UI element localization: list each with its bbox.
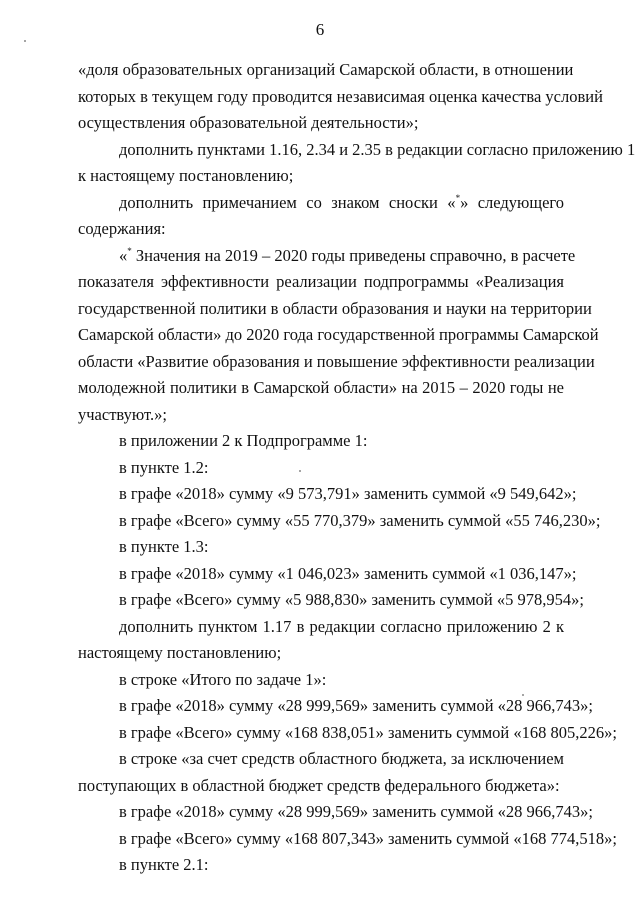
scan-speck — [522, 694, 524, 696]
text-line: дополнить пунктом 1.17 в редакции согласно приложению 2 к — [119, 617, 564, 636]
text-line: содержания: — [78, 219, 166, 238]
text-line: области «Развитие образования и повышение эффективности реализации — [78, 352, 595, 371]
text-line: участвуют.»; — [78, 405, 167, 424]
text-line: в приложении 2 к Подпрограмме 1: — [119, 431, 368, 450]
text-line: дополнить примечанием со знаком сноски «*» следующего — [119, 192, 564, 212]
scan-speck — [24, 40, 26, 42]
text-line: в пункте 1.2: — [119, 458, 209, 477]
text-line: настоящему постановлению; — [78, 643, 282, 662]
text-line: дополнить пунктами 1.16, 2.34 и 2.35 в редакции согласно приложению 1 — [119, 140, 636, 159]
text-line: в пункте 1.3: — [119, 537, 209, 556]
text-line: поступающих в областной бюджет средств федерального бюджета»: — [78, 776, 560, 795]
text-line: в графе «Всего» сумму «5 988,830» заменить суммой «5 978,954»; — [119, 590, 584, 609]
text-line: в строке «за счет средств областного бюджета, за исключением — [119, 749, 564, 768]
text-line: в пункте 2.1: — [119, 855, 209, 874]
text-line: Самарской области» до 2020 года государственной программы Самарской — [78, 325, 599, 344]
text-line: в графе «2018» сумму «28 999,569» заменить суммой «28 966,743»; — [119, 802, 593, 821]
text-line: в графе «Всего» сумму «55 770,379» заменить суммой «55 746,230»; — [119, 511, 601, 530]
text-line: в строке «Итого по задаче 1»: — [119, 670, 327, 689]
text-line: показателя эффективности реализации подпрограммы «Реализация — [78, 272, 564, 291]
text-line: в графе «2018» сумму «1 046,023» заменить суммой «1 036,147»; — [119, 564, 577, 583]
text-line: в графе «Всего» сумму «168 838,051» заменить суммой «168 805,226»; — [119, 723, 617, 742]
page-number: 6 — [315, 20, 325, 39]
text-line: к настоящему постановлению; — [78, 166, 294, 185]
scan-speck — [299, 470, 301, 472]
text-line: в графе «2018» сумму «9 573,791» заменить суммой «9 549,642»; — [119, 484, 577, 503]
text-line: которых в текущем году проводится независимая оценка качества условий — [78, 87, 603, 106]
text-line: «* Значения на 2019 – 2020 годы приведены справочно, в расчете — [119, 245, 576, 265]
text-line: государственной политики в области образования и науки на территории — [78, 299, 592, 318]
text-line: молодежной политики в Самарской области» на 2015 – 2020 годы не — [78, 378, 564, 397]
text-line: в графе «Всего» сумму «168 807,343» заменить суммой «168 774,518»; — [119, 829, 617, 848]
text-line: в графе «2018» сумму «28 999,569» заменить суммой «28 966,743»; — [119, 696, 593, 715]
text-line: «доля образовательных организаций Самарской области, в отношении — [78, 60, 574, 79]
text-line: осуществления образовательной деятельности»; — [78, 113, 419, 132]
